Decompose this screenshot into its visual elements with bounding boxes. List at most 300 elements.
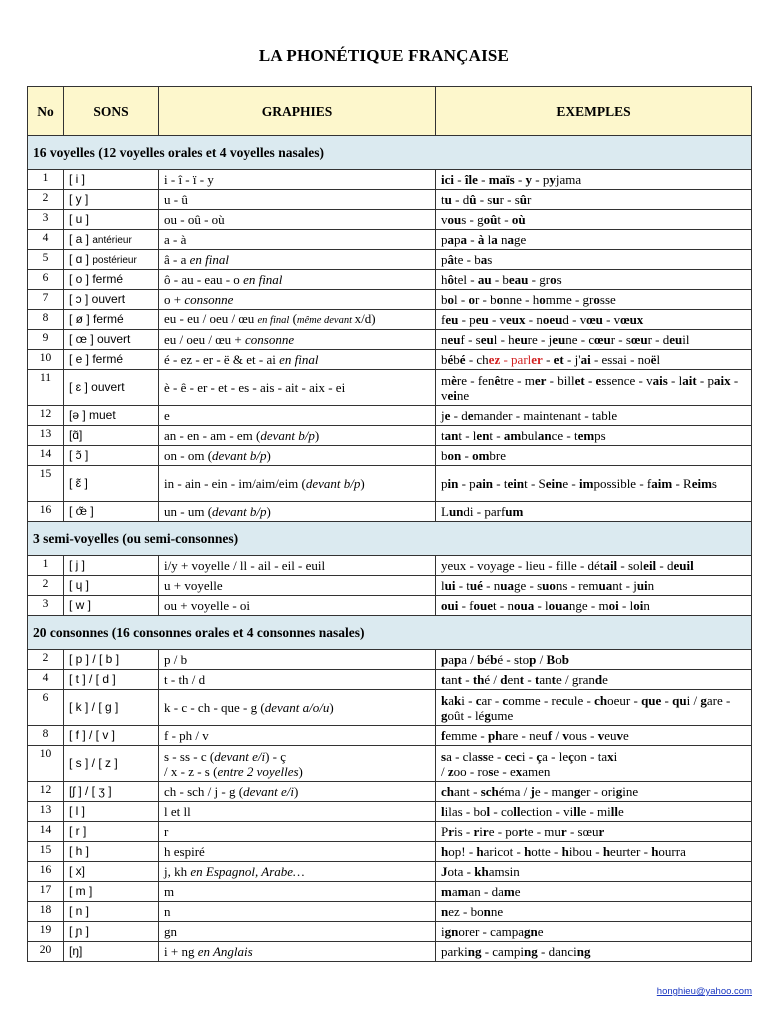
exemple-segment: k bbox=[454, 692, 462, 708]
row-number: 14 bbox=[28, 446, 64, 466]
exemple-segment: - bbox=[477, 172, 489, 187]
graphie-segment: è - ê - er - et - es - ais - ait - aix - ei bbox=[164, 380, 346, 395]
example-cell bbox=[436, 446, 752, 466]
section-title: 16 voyelles (12 voyelles orales et 4 voyelles nasales) bbox=[28, 136, 752, 170]
spelling-cell bbox=[159, 210, 436, 230]
section-header-row bbox=[28, 616, 752, 650]
exemple-segment: ge - s bbox=[514, 578, 543, 593]
example-cell bbox=[436, 330, 752, 350]
row-number: 2 bbox=[28, 190, 64, 210]
example-cell bbox=[436, 370, 752, 406]
exemple-segment: i bbox=[441, 924, 445, 939]
exemple-segment: ei bbox=[447, 387, 457, 403]
son-segment: [ ø ] fermé bbox=[69, 312, 124, 326]
exemple-segment: e bbox=[623, 728, 629, 743]
graphie-segment: ch - sch / j - g ( bbox=[164, 784, 244, 799]
graphie-segment: x/d bbox=[354, 311, 372, 326]
spelling-cell bbox=[159, 330, 436, 350]
exemple-segment: ô bbox=[447, 272, 454, 287]
exemple-segment: il bbox=[682, 332, 690, 347]
exemple-segment: ilas - bo bbox=[444, 804, 487, 819]
exemple-segment: - t bbox=[493, 476, 508, 491]
spelling-cell bbox=[159, 902, 436, 922]
exemple-segment: b bbox=[561, 652, 569, 667]
exemple-segment: e bbox=[467, 408, 474, 423]
exemple-segment: l bbox=[441, 578, 445, 593]
son-segment: [ r ] bbox=[69, 824, 87, 838]
son-segment: [ ɑ ] bbox=[69, 251, 93, 266]
exemple-segment: r - b bbox=[474, 292, 497, 307]
spelling-cell bbox=[159, 802, 436, 822]
graphie-segment: ou - oû - où bbox=[164, 212, 225, 227]
exemple-segment: eim bbox=[691, 476, 712, 491]
exemple-segment: aix bbox=[714, 372, 731, 388]
table-row bbox=[28, 170, 752, 190]
exemple-segment: possible - f bbox=[593, 476, 652, 491]
header-graphies: GRAPHIES bbox=[159, 87, 436, 136]
sound-cell bbox=[64, 310, 159, 330]
exemple-segment: e bbox=[595, 372, 602, 388]
graphie-segment: en final bbox=[257, 315, 290, 326]
exemple-segment: d - v bbox=[562, 312, 587, 327]
exemple-segment: ule - bbox=[567, 692, 595, 708]
exemple-segment: on - ta bbox=[573, 748, 608, 764]
exemple-segment: m bbox=[441, 884, 452, 899]
example-cell bbox=[436, 902, 752, 922]
exemple-segment: tel - bbox=[454, 272, 478, 287]
exemple-segment: emme - bbox=[445, 728, 488, 743]
exemple-segment: aricot - bbox=[483, 844, 525, 859]
sound-cell bbox=[64, 370, 159, 406]
exemple-segment: s - g bbox=[461, 212, 484, 227]
exemple-segment: - l bbox=[534, 598, 549, 613]
exemple-segment: oo - ro bbox=[453, 763, 489, 779]
graphie-segment: ) bbox=[371, 311, 376, 326]
exemple-segment: ë bbox=[650, 352, 657, 367]
exemple-segment: ne bbox=[456, 387, 470, 403]
exemple-segment: d bbox=[594, 672, 603, 687]
spelling-cell bbox=[159, 746, 436, 782]
example-cell bbox=[436, 942, 752, 962]
exemple-segment: é / bbox=[484, 672, 501, 687]
exemple-segment: oui bbox=[441, 598, 459, 613]
exemple-segment: ine bbox=[622, 784, 639, 799]
table-row bbox=[28, 726, 752, 746]
graphie-segment: devant e/i bbox=[243, 784, 294, 799]
exemple-segment: - bbox=[514, 172, 526, 187]
son-segment: [ y ] bbox=[69, 192, 89, 206]
spelling-cell bbox=[159, 466, 436, 502]
spelling-cell bbox=[159, 690, 436, 726]
row-number: 18 bbox=[28, 902, 64, 922]
table-row bbox=[28, 350, 752, 370]
exemple-segment: g bbox=[700, 692, 707, 708]
sound-cell bbox=[64, 330, 159, 350]
exemple-segment: er - ori bbox=[580, 784, 616, 799]
exemple-segment: b bbox=[490, 652, 498, 667]
exemple-segment: - v bbox=[441, 372, 739, 403]
exemple-segment: on bbox=[447, 448, 462, 463]
sound-cell bbox=[64, 842, 159, 862]
exemple-segment: g bbox=[615, 784, 623, 799]
exemple-segment: omme - re bbox=[508, 692, 562, 708]
exemple-segment: th bbox=[472, 672, 485, 687]
son-segment: antérieur bbox=[92, 234, 132, 246]
exemple-segment: di - parf bbox=[463, 504, 506, 519]
row-number: 11 bbox=[28, 370, 64, 406]
table-row bbox=[28, 842, 752, 862]
phonetics-table bbox=[27, 86, 752, 962]
sound-cell bbox=[64, 426, 159, 446]
exemple-segment: J bbox=[441, 864, 448, 879]
exemple-segment: - p bbox=[458, 312, 476, 327]
table-row bbox=[28, 576, 752, 596]
example-cell bbox=[436, 290, 752, 310]
exemple-segment: a bbox=[451, 884, 458, 899]
author-email-link[interactable]: honghieu@yahoo.com bbox=[656, 986, 752, 997]
graphie-segment: consonne bbox=[244, 332, 295, 347]
exemple-segment: t - bbox=[497, 212, 512, 227]
son-segment: [ t ] / [ d ] bbox=[69, 672, 116, 686]
exemple-segment: - f bbox=[458, 598, 474, 613]
exemple-segment: p bbox=[441, 652, 449, 667]
exemple-segment: gn bbox=[524, 924, 538, 939]
graphie-segment: devant b/p bbox=[212, 448, 267, 463]
exemple-segment: b bbox=[441, 448, 448, 463]
table-row bbox=[28, 882, 752, 902]
exemple-segment: ail bbox=[603, 558, 618, 573]
table-row bbox=[28, 330, 752, 350]
exemple-segment: qu bbox=[672, 692, 687, 708]
exemple-segment: are - neu bbox=[502, 728, 548, 743]
exemple-segment: t bbox=[441, 192, 445, 207]
exemple-segment: ph bbox=[487, 728, 503, 743]
exemple-segment: a bbox=[480, 252, 488, 267]
exemple-segment: œu bbox=[630, 332, 648, 347]
exemple-segment: ici bbox=[441, 172, 454, 187]
exemple-segment: n bbox=[497, 232, 508, 247]
table-row bbox=[28, 782, 752, 802]
table-body bbox=[28, 136, 752, 962]
exemple-segment: ll bbox=[573, 804, 581, 819]
graphie-segment: ou + voyelle - oi bbox=[164, 598, 251, 613]
exemple-segment: ez - bo bbox=[448, 904, 484, 919]
example-cell bbox=[436, 782, 752, 802]
exemple-segment: - l bbox=[618, 598, 634, 613]
row-number: 6 bbox=[28, 690, 64, 726]
son-segment: [ k ] / [ g ] bbox=[69, 700, 119, 714]
exemple-segment: oeu bbox=[542, 312, 563, 327]
exemple-segment: h bbox=[441, 272, 448, 287]
example-cell bbox=[436, 310, 752, 330]
exemple-segment: te - mu bbox=[524, 824, 561, 839]
exemple-segment: ai bbox=[580, 352, 591, 367]
sound-cell bbox=[64, 862, 159, 882]
exemple-segment: ein bbox=[507, 476, 525, 491]
son-segment: [ œ ] ouvert bbox=[69, 332, 131, 346]
row-number: 16 bbox=[28, 862, 64, 882]
graphie-segment: in - ain - ein - im/aim/eim ( bbox=[164, 476, 306, 491]
exemple-segment: é - sto bbox=[497, 652, 530, 667]
exemple-segment: r bbox=[518, 824, 525, 839]
exemple-segment: - bbox=[661, 692, 673, 708]
spelling-cell bbox=[159, 726, 436, 746]
spelling-cell bbox=[159, 576, 436, 596]
exemple-segment: h bbox=[441, 844, 449, 859]
exemple-segment: otte - bbox=[531, 844, 562, 859]
row-number: 12 bbox=[28, 782, 64, 802]
exemple-segment: nge - m bbox=[568, 598, 609, 613]
exemple-segment: um bbox=[505, 504, 524, 519]
exemple-segment: ous - bbox=[568, 728, 598, 743]
exemple-segment: e - po bbox=[488, 824, 519, 839]
exemple-segment: que bbox=[641, 692, 662, 708]
table-row bbox=[28, 596, 752, 616]
exemple-segment: o bbox=[539, 292, 546, 307]
table-row bbox=[28, 270, 752, 290]
exemple-segment: - sol bbox=[617, 558, 644, 573]
exemple-segment: p bbox=[454, 232, 461, 247]
exemple-segment: nne - h bbox=[503, 292, 540, 307]
exemple-segment: - n bbox=[525, 312, 543, 327]
example-cell bbox=[436, 882, 752, 902]
exemple-segment: - parl bbox=[500, 352, 532, 367]
exemple-segment: ua bbox=[598, 578, 613, 593]
row-number: 10 bbox=[28, 746, 64, 782]
spelling-cell bbox=[159, 502, 436, 522]
sound-cell bbox=[64, 670, 159, 690]
exemple-segment: x bbox=[515, 763, 523, 779]
exemple-segment: a bbox=[447, 232, 454, 247]
exemple-segment: - bbox=[467, 232, 478, 247]
graphie-segment: h espiré bbox=[164, 844, 205, 859]
son-segment: [ ɲ ] bbox=[69, 924, 90, 938]
graphie-segment: i/y + voyelle / ll - ail - eil - euil bbox=[164, 558, 326, 573]
exemple-segment: em bbox=[577, 428, 595, 443]
exemple-segment: in bbox=[447, 476, 459, 491]
exemple-segment: r bbox=[560, 824, 567, 839]
example-cell bbox=[436, 406, 752, 426]
graphie-segment: ) bbox=[360, 476, 365, 491]
example-cell bbox=[436, 210, 752, 230]
sound-cell bbox=[64, 726, 159, 746]
exemple-segment: a - le bbox=[542, 748, 569, 764]
exemple-segment: t bbox=[457, 672, 462, 687]
exemple-segment: ç bbox=[536, 748, 543, 764]
exemple-segment: t - n bbox=[493, 598, 514, 613]
spelling-cell bbox=[159, 650, 436, 670]
spelling-cell bbox=[159, 922, 436, 942]
exemple-segment: t bbox=[551, 672, 556, 687]
exemple-segment: er bbox=[534, 372, 547, 388]
table-row bbox=[28, 650, 752, 670]
exemple-segment: eu bbox=[604, 728, 617, 743]
example-cell bbox=[436, 842, 752, 862]
example-cell bbox=[436, 502, 752, 522]
son-segment: [ n ] bbox=[69, 904, 90, 918]
sound-cell bbox=[64, 250, 159, 270]
exemple-segment: - bbox=[454, 172, 465, 187]
graphie-segment: un - um ( bbox=[164, 504, 213, 519]
son-segment: [ʃ ] / [ ʒ ] bbox=[69, 784, 112, 798]
exemple-segment: é bbox=[484, 652, 491, 667]
exemple-segment: b bbox=[453, 352, 460, 367]
exemple-segment: t bbox=[441, 672, 446, 687]
spelling-cell bbox=[159, 350, 436, 370]
exemple-segment: ch bbox=[441, 784, 454, 799]
exemple-segment: op! - bbox=[448, 844, 477, 859]
exemple-segment: ain bbox=[475, 476, 494, 491]
exemple-segment: oeur - bbox=[607, 692, 642, 708]
exemple-segment: c bbox=[561, 692, 568, 708]
son-segment: [ m ] bbox=[69, 884, 93, 898]
son-segment: [ə ] muet bbox=[69, 408, 116, 422]
son-segment: [ ɛ̃ ] bbox=[69, 476, 88, 490]
exemple-segment: an bbox=[537, 428, 552, 443]
header-sons: SONS bbox=[64, 87, 159, 136]
exemple-segment: n bbox=[647, 578, 655, 593]
table-row bbox=[28, 690, 752, 726]
sound-cell bbox=[64, 270, 159, 290]
exemple-segment: e bbox=[514, 884, 521, 899]
exemple-segment: yeux - voyage - lieu - fille - dét bbox=[441, 558, 604, 573]
exemple-segment: é bbox=[459, 352, 466, 367]
table-row bbox=[28, 426, 752, 446]
exemple-segment: r bbox=[482, 824, 489, 839]
exemple-segment: o bbox=[550, 272, 557, 287]
exemple-segment: ss bbox=[477, 748, 488, 764]
section-title: 3 semi-voyelles (ou semi-consonnes) bbox=[28, 522, 752, 556]
exemple-segment: r bbox=[473, 824, 480, 839]
exemple-segment: oût - lé bbox=[447, 707, 485, 723]
exemple-segment: tre - m bbox=[500, 372, 535, 388]
exemple-segment: ibou - bbox=[568, 844, 603, 859]
exemple-segment: r bbox=[448, 824, 455, 839]
sound-cell bbox=[64, 650, 159, 670]
exemple-segment: â bbox=[447, 252, 454, 267]
exemple-segment: f - s bbox=[460, 332, 481, 347]
exemple-segment: v bbox=[562, 728, 569, 743]
son-segment: [ o ] fermé bbox=[69, 272, 124, 286]
exemple-segment: - bbox=[461, 448, 473, 463]
exemple-segment: maïs bbox=[488, 172, 515, 187]
graphie-segment: même devant bbox=[296, 315, 355, 326]
row-number: 15 bbox=[28, 466, 64, 502]
exemple-segment: s bbox=[487, 252, 493, 267]
son-segment: [ e ] fermé bbox=[69, 352, 124, 366]
exemple-segment: p bbox=[454, 652, 462, 667]
spelling-cell bbox=[159, 556, 436, 576]
exemple-segment: kh bbox=[474, 864, 489, 879]
exemple-segment: re - j bbox=[527, 332, 553, 347]
exemple-segment: y bbox=[549, 172, 556, 187]
graphie-segment: en Anglais bbox=[197, 944, 253, 959]
son-segment: postérieur bbox=[92, 254, 137, 266]
exemple-segment: g bbox=[441, 707, 448, 723]
exemple-segment: ua bbox=[500, 578, 514, 593]
exemple-segment: ll bbox=[610, 804, 618, 819]
table-row bbox=[28, 502, 752, 522]
graphie-segment: eu / oeu / œu + bbox=[164, 332, 245, 347]
exemple-segment: o bbox=[447, 292, 454, 307]
graphie-segment: s - ss - c ( bbox=[164, 748, 215, 764]
exemple-segment: nt - j bbox=[612, 578, 637, 593]
exemple-segment: h bbox=[524, 844, 532, 859]
exemple-segment: sch bbox=[480, 784, 499, 799]
exemple-segment: n bbox=[441, 332, 448, 347]
graphie-segment: m bbox=[164, 884, 175, 899]
graphie-segment: ) bbox=[314, 428, 320, 443]
sound-cell bbox=[64, 350, 159, 370]
exemple-segment: et bbox=[574, 372, 585, 388]
exemple-segment: jama bbox=[555, 172, 582, 187]
graphie-segment: gn bbox=[164, 924, 177, 939]
exemple-segment: e / gran bbox=[555, 672, 595, 687]
exemple-segment: an - da bbox=[468, 884, 504, 899]
exemple-segment: œu bbox=[594, 332, 611, 347]
exemple-segment: e - bbox=[487, 748, 505, 764]
sound-cell bbox=[64, 556, 159, 576]
exemple-segment: l - bbox=[454, 292, 469, 307]
exemple-segment: ne - c bbox=[565, 332, 595, 347]
row-number: 17 bbox=[28, 882, 64, 902]
exemple-segment: ce - t bbox=[551, 428, 578, 443]
exemple-segment: x bbox=[607, 748, 614, 764]
exemple-segment: mme - gr bbox=[545, 292, 594, 307]
exemple-segment: c bbox=[502, 692, 509, 708]
exemple-segment: p bbox=[441, 232, 448, 247]
table-row bbox=[28, 210, 752, 230]
exemple-segment: i / bbox=[686, 692, 701, 708]
exemple-segment: amsin bbox=[488, 864, 520, 879]
exemple-segment: b bbox=[441, 292, 448, 307]
exemple-segment: f bbox=[441, 312, 446, 327]
exemple-segment: e bbox=[602, 672, 608, 687]
row-number: 19 bbox=[28, 922, 64, 942]
example-cell bbox=[436, 746, 752, 782]
graphie-segment: ô - au - eau - o bbox=[164, 272, 244, 287]
example-cell bbox=[436, 670, 752, 690]
exemple-segment: t bbox=[441, 428, 445, 443]
exemple-segment: c bbox=[516, 748, 522, 764]
sound-cell bbox=[64, 802, 159, 822]
exemple-segment: g bbox=[573, 784, 581, 799]
exemple-segment: oi bbox=[633, 598, 644, 613]
exemple-segment: r - s bbox=[499, 192, 520, 207]
exemple-segment: - s bbox=[476, 192, 493, 207]
exemple-segment: œux bbox=[620, 312, 644, 327]
exemple-segment: eurter - bbox=[610, 844, 652, 859]
exemple-segment: ng bbox=[576, 944, 591, 959]
son-segment: [ a ] bbox=[69, 231, 93, 246]
exemple-segment: t bbox=[534, 672, 540, 687]
exemple-segment: ê bbox=[494, 372, 501, 388]
exemple-segment: ui bbox=[444, 578, 456, 593]
graphie-segment: i + ng bbox=[164, 944, 198, 959]
sound-cell bbox=[64, 230, 159, 250]
exemple-segment: eu bbox=[447, 332, 461, 347]
example-cell bbox=[436, 466, 752, 502]
exemple-segment: j' bbox=[574, 352, 581, 367]
exemple-segment: c bbox=[475, 692, 482, 708]
exemple-segment: y bbox=[525, 172, 533, 187]
exemple-segment: oua bbox=[513, 598, 535, 613]
exemple-segment: e - e bbox=[493, 763, 516, 779]
exemple-segment: m bbox=[457, 884, 469, 899]
example-cell bbox=[436, 650, 752, 670]
exemple-segment: oû bbox=[483, 212, 498, 227]
exemple-segment: a bbox=[491, 232, 498, 247]
